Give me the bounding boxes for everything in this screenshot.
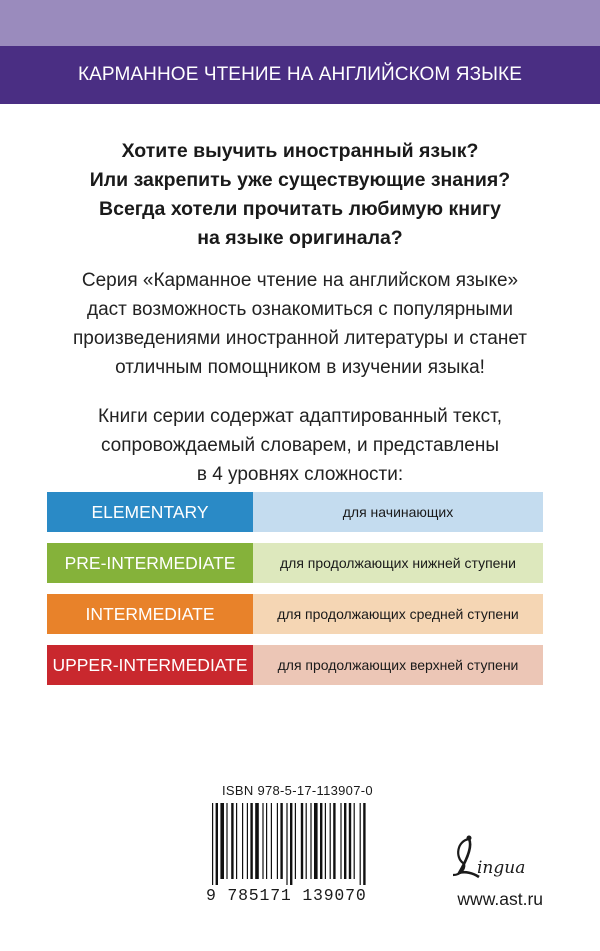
barcode-bar: [354, 803, 355, 879]
levels-intro-line: Книги серии содержат адаптированный текст,: [98, 406, 502, 427]
description-line: Серия «Карманное чтение на английском языке»: [81, 270, 519, 291]
barcode-bar: [344, 803, 346, 879]
barcode-digits: 9 785171 139070: [206, 886, 367, 905]
barcode-bar: [255, 803, 259, 879]
isbn-label: ISBN 978-5-17-113907-0: [222, 783, 373, 798]
barcode-bar: [250, 803, 252, 879]
level-description: для начинающих: [253, 492, 543, 532]
levels-intro-line: в 4 уровнях сложности:: [196, 464, 404, 485]
barcode-bar: [295, 803, 296, 879]
level-name: INTERMEDIATE: [47, 594, 253, 634]
intro-line: Хотите выучить иностранный язык?: [121, 140, 479, 162]
barcode-bar: [212, 803, 213, 885]
series-title-band: [0, 46, 600, 104]
intro-line: Всегда хотели прочитать любимую книгу: [99, 198, 501, 220]
description-line: отличным помощником в изучении языка!: [115, 357, 485, 378]
barcode-bar: [320, 803, 322, 879]
level-row-pre-intermediate: [47, 543, 543, 583]
barcode-bar: [314, 803, 318, 879]
publisher-website: www.ast.ru: [457, 889, 543, 909]
barcode-bar: [231, 803, 233, 879]
barcode-bar: [310, 803, 311, 879]
barcode-bar: [333, 803, 335, 879]
barcode-bar: [325, 803, 326, 879]
barcode-bar: [360, 803, 361, 885]
level-description: для продолжающих верхней ступени: [253, 645, 543, 685]
barcode-bar: [242, 803, 243, 879]
level-row-intermediate: [47, 594, 543, 634]
barcode-bar: [236, 803, 237, 879]
top-color-band: [0, 0, 600, 46]
level-description: для продолжающих средней ступени: [253, 594, 543, 634]
barcode-bar: [349, 803, 351, 879]
barcode-bar: [280, 803, 282, 879]
series-description: [0, 266, 600, 382]
level-row-elementary: [47, 492, 543, 532]
isbn-barcode: [210, 803, 394, 885]
levels-intro-line: сопровождаемый словарем, и представлены: [100, 435, 500, 456]
intro-questions: [0, 137, 600, 253]
level-name: ELEMENTARY: [47, 492, 253, 532]
barcode-bar: [247, 803, 248, 879]
barcode-bar: [216, 803, 218, 885]
svg-text:ingua: ingua: [477, 858, 526, 878]
level-description: для продолжающих нижней ступени: [253, 543, 543, 583]
barcode-bar: [220, 803, 224, 879]
lingua-logo: [449, 833, 535, 881]
level-name: PRE-INTERMEDIATE: [47, 543, 253, 583]
barcode-bar: [340, 803, 341, 879]
barcode-bar: [266, 803, 267, 879]
barcode-bar: [286, 803, 287, 885]
barcode-bar: [290, 803, 292, 885]
description-line: даст возможность ознакомиться с популярными: [87, 299, 513, 320]
barcode-bar: [262, 803, 263, 879]
barcode-bar: [226, 803, 227, 879]
series-title: КАРМАННОЕ ЧТЕНИЕ НА АНГЛИЙСКОМ ЯЗЫКЕ: [77, 64, 523, 85]
barcode-bar: [301, 803, 303, 879]
levels-intro: [0, 402, 600, 489]
barcode-bar: [271, 803, 272, 879]
level-name: UPPER-INTERMEDIATE: [47, 645, 253, 685]
difficulty-levels-table: [47, 492, 543, 696]
intro-line: на языке оригинала?: [197, 227, 403, 249]
description-line: произведениями иностранной литературы и станет: [73, 328, 527, 349]
barcode-bar: [277, 803, 278, 879]
intro-line: Или закрепить уже существующие знания?: [89, 169, 511, 191]
barcode-bar: [330, 803, 331, 879]
level-row-upper-intermediate: [47, 645, 543, 685]
barcode-bar: [306, 803, 307, 879]
barcode-bar: [363, 803, 365, 885]
